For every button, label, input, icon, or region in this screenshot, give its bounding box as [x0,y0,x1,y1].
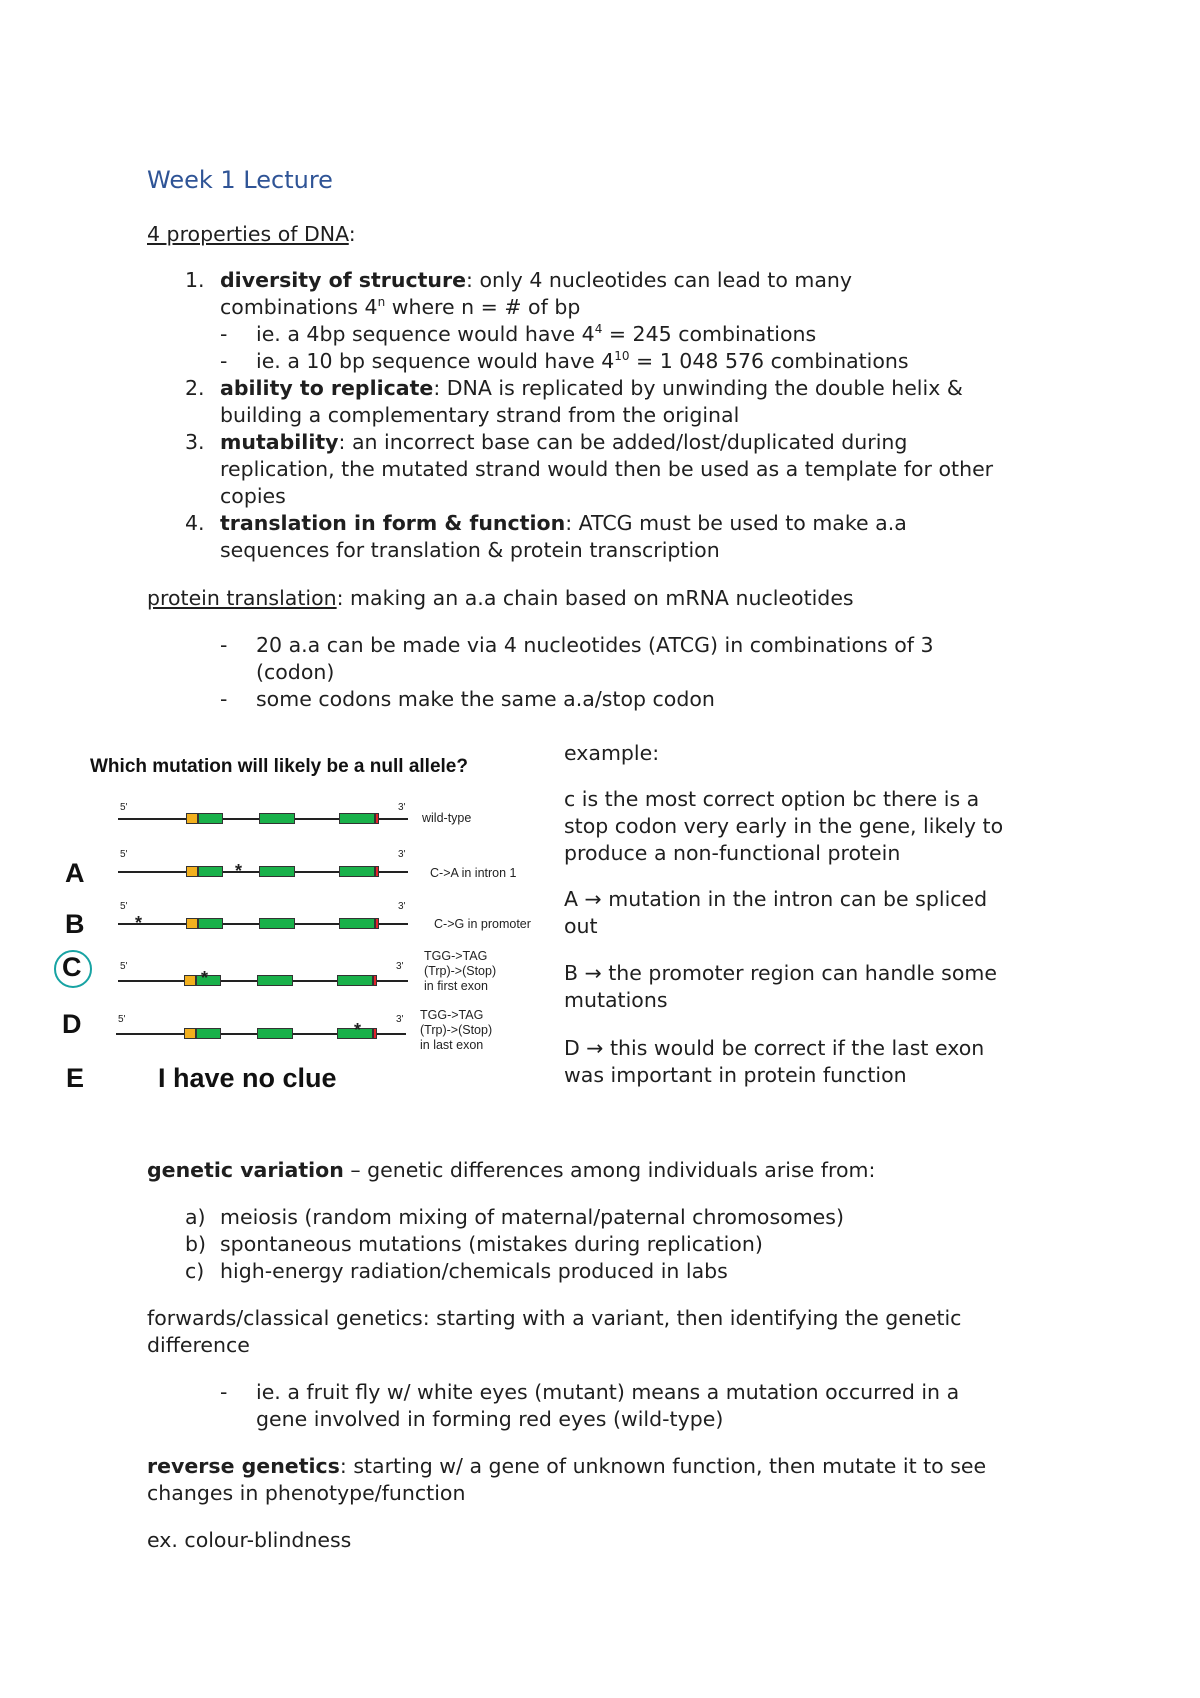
variation-item-a: meiosis (random mixing of maternal/paternal chromosomes) [220,1205,844,1229]
protein-bullet-1: 20 a.a can be made via 4 nucleotides (ATCG) in combinations of 3 [256,633,934,657]
property-1-sub-1: ie. a 4bp sequence would have $4^4 = 245$ combinations [256,322,817,346]
variation-heading: genetic variation – genetic differences among individuals arise from: [147,1158,876,1182]
mutation-figure: Which mutation will likely be a null allele? 5' 3' wild-type A 5' 3' * C->A in intron 1 B 5' 3' * C->G in promoter C 5' 3' * TGG->TAG (Trp)->(Stop) in first exon D 5' 3' * TGG->TAG (Trp)->(Stop) in last exon E I have no clue [52,756,550,1116]
mutation-star-icon: * [354,1020,362,1040]
example-paragraph-1: c is the most correct option bc there is a stop codon very early in the gene, likely to produce a non-functional protein [564,787,1004,865]
option-d-label: D [62,1009,82,1039]
example-paragraph-4: D → this would be correct if the last exon was important in protein function [564,1036,985,1087]
example-paragraph-3: B → the promoter region can handle some mutations [564,961,997,1012]
forward-example: ie. a fruit fly w/ white eyes (mutant) means a mutation occurred in a [256,1380,960,1404]
dna-heading-line: 4 properties of DNA: [147,222,356,246]
example-heading: example: [564,741,660,765]
figure-title: Which mutation will likely be a null allele? [90,756,468,777]
forward-genetics: forwards/classical genetics: starting with a variant, then identifying the genetic [147,1306,962,1330]
closing-example: ex. colour-blindness [147,1528,352,1552]
mutation-star-icon: * [235,861,243,881]
option-a-label: A [65,858,85,888]
mutation-star-icon: * [201,968,209,988]
variation-item-c: high-energy radiation/chemicals produced in labs [220,1259,728,1283]
reverse-genetics: reverse genetics: starting w/ a gene of unknown function, then mutate it to see [147,1454,987,1478]
option-e-label: E [66,1063,85,1093]
protein-heading: protein translation [147,586,337,610]
mutation-star-icon: * [135,913,143,933]
property-1-sub-2: ie. a 10 bp sequence would have $4^{10} = 1$ 048 576 combinations [256,349,909,373]
example-paragraph-2: A → mutation in the intron can be spliced out [564,887,988,938]
page-title: Week 1 Lecture [147,166,333,194]
dna-heading: 4 properties of DNA [147,222,349,246]
protein-heading-line: protein translation: making an a.a chain based on mRNA nucleotides [147,586,854,610]
variation-item-b: spontaneous mutations (mistakes during replication) [220,1232,763,1256]
option-b-label: B [65,909,85,939]
protein-bullet-2: some codons make the same a.a/stop codon [256,687,715,711]
option-e-text: I have no clue [158,1063,337,1093]
option-c-label: C [62,952,82,982]
document-page: Week 1 Lecture 4 properties of DNA: 1. diversity of structure: only 4 nucleotides can lead to many combinations 4$^n$ where n = # of bp - ie. a 4bp sequence would have $4^4 = 245$ combinations - ie. a 10 bp sequence would have $4^{10} = 1$ 048 576 combinations 2. ability to replicate: DNA is replicated by unwinding the double helix & building a complementary strand from the original 3. mutability: an incorrect base can be added/lost/duplicated during replication, the mutated strand would then be used as a template for other copies 4. translation in form & function: ATCG must be used to make a.a sequences for translation & protein transcription protein translation: making an a.a chain based on mRNA nucleotides - 20 a.a can be made via 4 nucleotides (ATCG) in combinations of 3 (codon) - some codons make the same a.a/stop codon Which mutation will likely be a null allele? 5' 3' wild-type A 5' 3' * C->A in intron 1 B 5' 3' * C->G in promoter C 5' 3' * TGG->TAG (Trp)->(Stop) in first exon D 5' 3' * TGG->TAG (Trp)->(Stop) in last exon E I have no clue example: c is the most correct option bc there is a stop codon very early in the gene, likely to produce a non-functional protein A → mutation in the intron can be spliced out B → the promoter region can handle some mutations D → this would be correct if the last exon was important in protein function genetic variation – genetic differences among individuals arise from: a) meiosis (random mixing of maternal/paternal chromosomes) b) spontaneous mutations (mistakes during replication) c) high-energy radiation/chemicals produced in labs forwards/classical genetics: starting with a variant, then identifying the genetic difference - ie. a fruit fly w/ white eyes (mutant) means a mutation occurred in a gene involved in forming red eyes (wild-type) reverse genetics: starting w/ a gene of unknown function, then mutate it to see changes in phenotype/function ex. colour-blindness [0,0,1200,1698]
